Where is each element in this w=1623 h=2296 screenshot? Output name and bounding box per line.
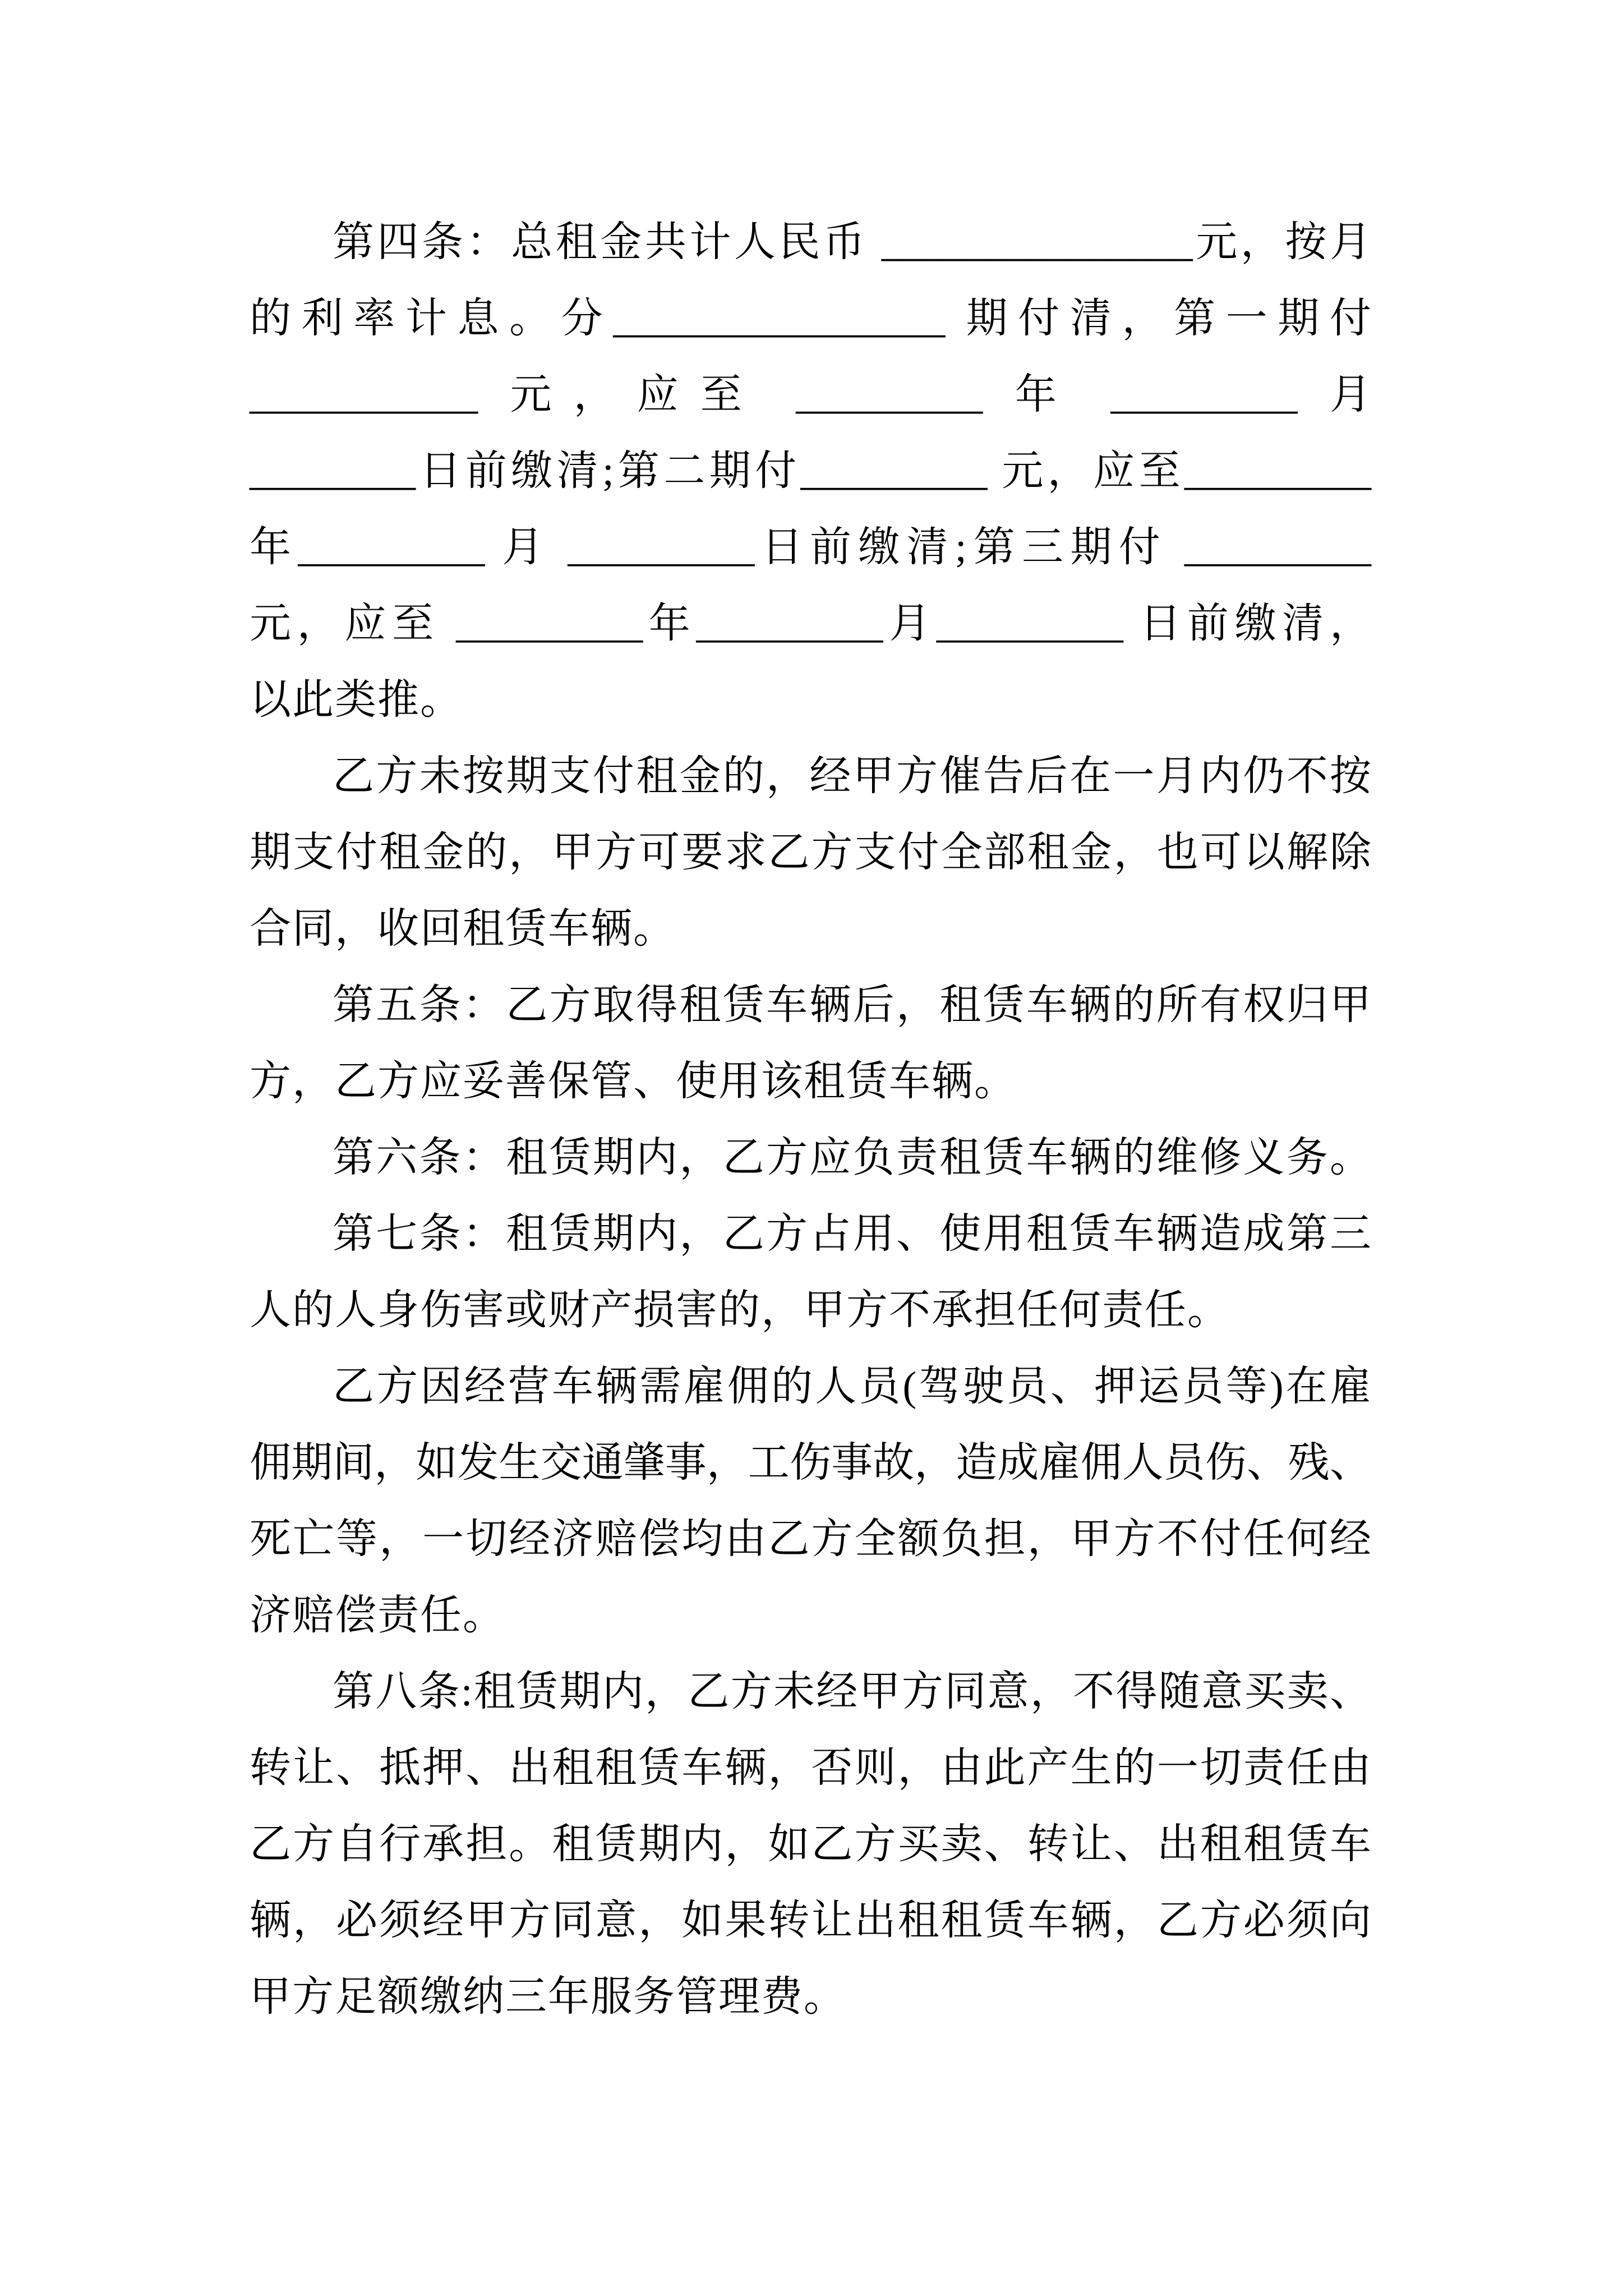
document-line: 合同，收回租赁车辆。: [250, 906, 676, 952]
document-line: 方，乙方应妥善保管、使用该租赁车辆。: [250, 1059, 1017, 1105]
document-line: 死亡等，一切经济赔偿均由乙方全额负担，甲方不付任何经: [250, 1516, 1371, 1562]
document-line: 以此类推。: [250, 677, 463, 723]
document-line: 转让、抵押、出租租赁车辆，否则，由此产生的一切责任由: [250, 1745, 1371, 1791]
document-line: ___________ 元，应至 _________ 年 _________ 月: [250, 372, 1371, 418]
document-line: 乙方自行承担。租赁期内，如乙方买卖、转让、出租租赁车: [250, 1821, 1371, 1867]
document-line: 年_________ 月 _________日前缴清;第三期付 _________: [250, 524, 1371, 570]
document-line: 第六条：租赁期内，乙方应负责租赁车辆的维修义务。: [333, 1135, 1371, 1181]
document-line: ________日前缴清;第二期付_________ 元，应至_________: [250, 448, 1371, 494]
document-line: 的利率计息。分________________ 期付清，第一期付: [250, 296, 1371, 342]
document-line: 甲方足额缴纳三年服务管理费。: [250, 1974, 846, 2020]
document-line: 佣期间，如发生交通肇事，工伤事故，造成雇佣人员伤、残、: [250, 1440, 1371, 1486]
document-line: 第七条：租赁期内，乙方占用、使用租赁车辆造成第三: [333, 1211, 1371, 1257]
document-line: 元，应至 _________年_________月_________ 日前缴清，: [250, 601, 1371, 647]
document-line: 济赔偿责任。: [250, 1593, 505, 1639]
document-line: 第四条：总租金共计人民币 _______________元，按月: [333, 219, 1371, 265]
document-line: 第五条：乙方取得租赁车辆后，租赁车辆的所有权归甲: [333, 982, 1371, 1028]
document-line: 乙方因经营车辆需雇佣的人员(驾驶员、押运员等)在雇: [333, 1364, 1371, 1410]
document-line: 辆，必须经甲方同意，如果转让出租租赁车辆，乙方必须向: [250, 1898, 1371, 1944]
document-line: 人的人身伤害或财产损害的，甲方不承担任何责任。: [250, 1287, 1230, 1333]
document-line: 第八条:租赁期内，乙方未经甲方同意，不得随意买卖、: [333, 1669, 1371, 1715]
document-line: 期支付租金的，甲方可要求乙方支付全部租金，也可以解除: [250, 830, 1371, 876]
document-line: 乙方未按期支付租金的，经甲方催告后在一月内仍不按: [333, 753, 1371, 799]
